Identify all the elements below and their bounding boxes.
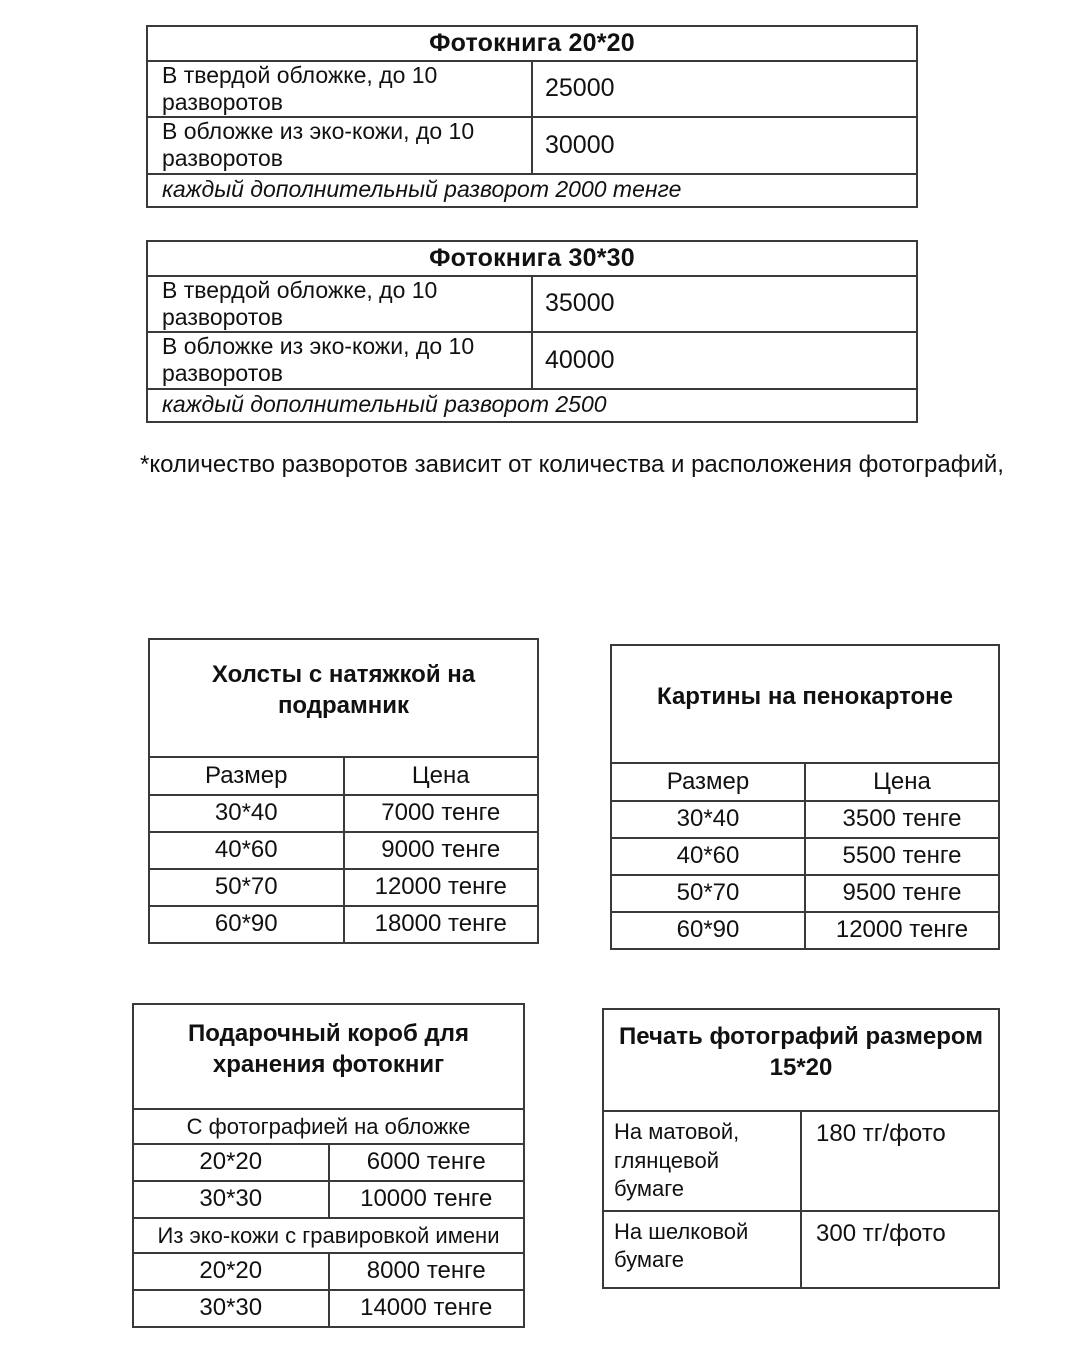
column-header-size: Размер: [611, 763, 805, 801]
table-section-row: [133, 1109, 524, 1144]
table-row: [133, 1181, 524, 1218]
table-row: [149, 832, 538, 869]
section-label-photo-cover: С фотографией на обложке: [133, 1109, 524, 1144]
row-value: 30000: [532, 117, 917, 173]
table-row: [149, 869, 538, 906]
table-row: [603, 1211, 999, 1288]
table-title: Фотокнига 30*30: [147, 241, 917, 276]
table-header-row: [149, 757, 538, 795]
table-row: [611, 875, 999, 912]
cell-price: 9500 тенге: [805, 875, 999, 912]
table-canvas: [148, 638, 539, 944]
table-row: [147, 174, 917, 207]
cell-price: 12000 тенге: [344, 869, 539, 906]
cell-size: 30*30: [133, 1290, 329, 1327]
cell-size: 30*40: [149, 795, 344, 832]
cell-size: 40*60: [611, 838, 805, 875]
footnote-text: *количество разворотов зависит от количества и расположения фотографий,: [140, 451, 1004, 478]
table-row: [133, 1290, 524, 1327]
table-row: [147, 26, 917, 61]
row-value: 25000: [532, 61, 917, 117]
column-header-price: Цена: [344, 757, 539, 795]
section-label-eco-leather: Из эко-кожи с гравировкой имени: [133, 1218, 524, 1253]
cell-price: 3500 тенге: [805, 801, 999, 838]
table-title: Картины на пенокартоне: [611, 645, 999, 763]
table-row: [147, 332, 917, 388]
table-row: [133, 1004, 524, 1109]
table-row: [603, 1111, 999, 1211]
cell-size: 60*90: [149, 906, 344, 943]
cell-price: 6000 тенге: [329, 1144, 525, 1181]
table-title: Фотокнига 20*20: [147, 26, 917, 61]
cell-price: 10000 тенге: [329, 1181, 525, 1218]
table-giftbox: [132, 1003, 525, 1328]
table-row: [611, 801, 999, 838]
cell-rate: 180 тг/фото: [801, 1111, 999, 1211]
cell-size: 50*70: [611, 875, 805, 912]
row-label: В твердой обложке, до 10 разворотов: [147, 276, 532, 332]
table-header-row: [611, 763, 999, 801]
column-header-size: Размер: [149, 757, 344, 795]
table-row: [147, 117, 917, 173]
table-photobook-3030: [146, 240, 918, 423]
cell-material: На матовой, глянцевой бумаге: [603, 1111, 801, 1211]
table-row: [611, 912, 999, 949]
table-row: [611, 645, 999, 763]
cell-size: 20*20: [133, 1144, 329, 1181]
cell-size: 40*60: [149, 832, 344, 869]
table-row: [603, 1009, 999, 1111]
row-value: 35000: [532, 276, 917, 332]
cell-price: 14000 тенге: [329, 1290, 525, 1327]
cell-price: 12000 тенге: [805, 912, 999, 949]
cell-size: 20*20: [133, 1253, 329, 1290]
table-row: [149, 795, 538, 832]
table-row: [147, 276, 917, 332]
row-label: В твердой обложке, до 10 разворотов: [147, 61, 532, 117]
cell-material: На шелковой бумаге: [603, 1211, 801, 1288]
row-label: В обложке из эко-кожи, до 10 разворотов: [147, 332, 532, 388]
table-row: [147, 241, 917, 276]
table-row: [147, 389, 917, 422]
table-row: [611, 838, 999, 875]
table-row: [133, 1144, 524, 1181]
table-row: [147, 61, 917, 117]
cell-price: 9000 тенге: [344, 832, 539, 869]
cell-size: 60*90: [611, 912, 805, 949]
table-note: каждый дополнительный разворот 2000 тенге: [147, 174, 917, 207]
table-photoprint: [602, 1008, 1000, 1289]
table-title: Печать фотографий размером 15*20: [603, 1009, 999, 1111]
table-row: [149, 639, 538, 757]
cell-size: 30*30: [133, 1181, 329, 1218]
column-header-price: Цена: [805, 763, 999, 801]
cell-size: 30*40: [611, 801, 805, 838]
table-note: каждый дополнительный разворот 2500: [147, 389, 917, 422]
cell-size: 50*70: [149, 869, 344, 906]
cell-price: 8000 тенге: [329, 1253, 525, 1290]
table-row: [133, 1253, 524, 1290]
cell-rate: 300 тг/фото: [801, 1211, 999, 1288]
table-title: Подарочный короб для хранения фотокниг: [133, 1004, 524, 1109]
table-photobook-2020: [146, 25, 918, 208]
cell-price: 7000 тенге: [344, 795, 539, 832]
table-row: [149, 906, 538, 943]
table-title: Холсты с натяжкой на подрамник: [149, 639, 538, 757]
cell-price: 5500 тенге: [805, 838, 999, 875]
table-foamboard: [610, 644, 1000, 950]
row-value: 40000: [532, 332, 917, 388]
cell-price: 18000 тенге: [344, 906, 539, 943]
table-section-row: [133, 1218, 524, 1253]
row-label: В обложке из эко-кожи, до 10 разворотов: [147, 117, 532, 173]
